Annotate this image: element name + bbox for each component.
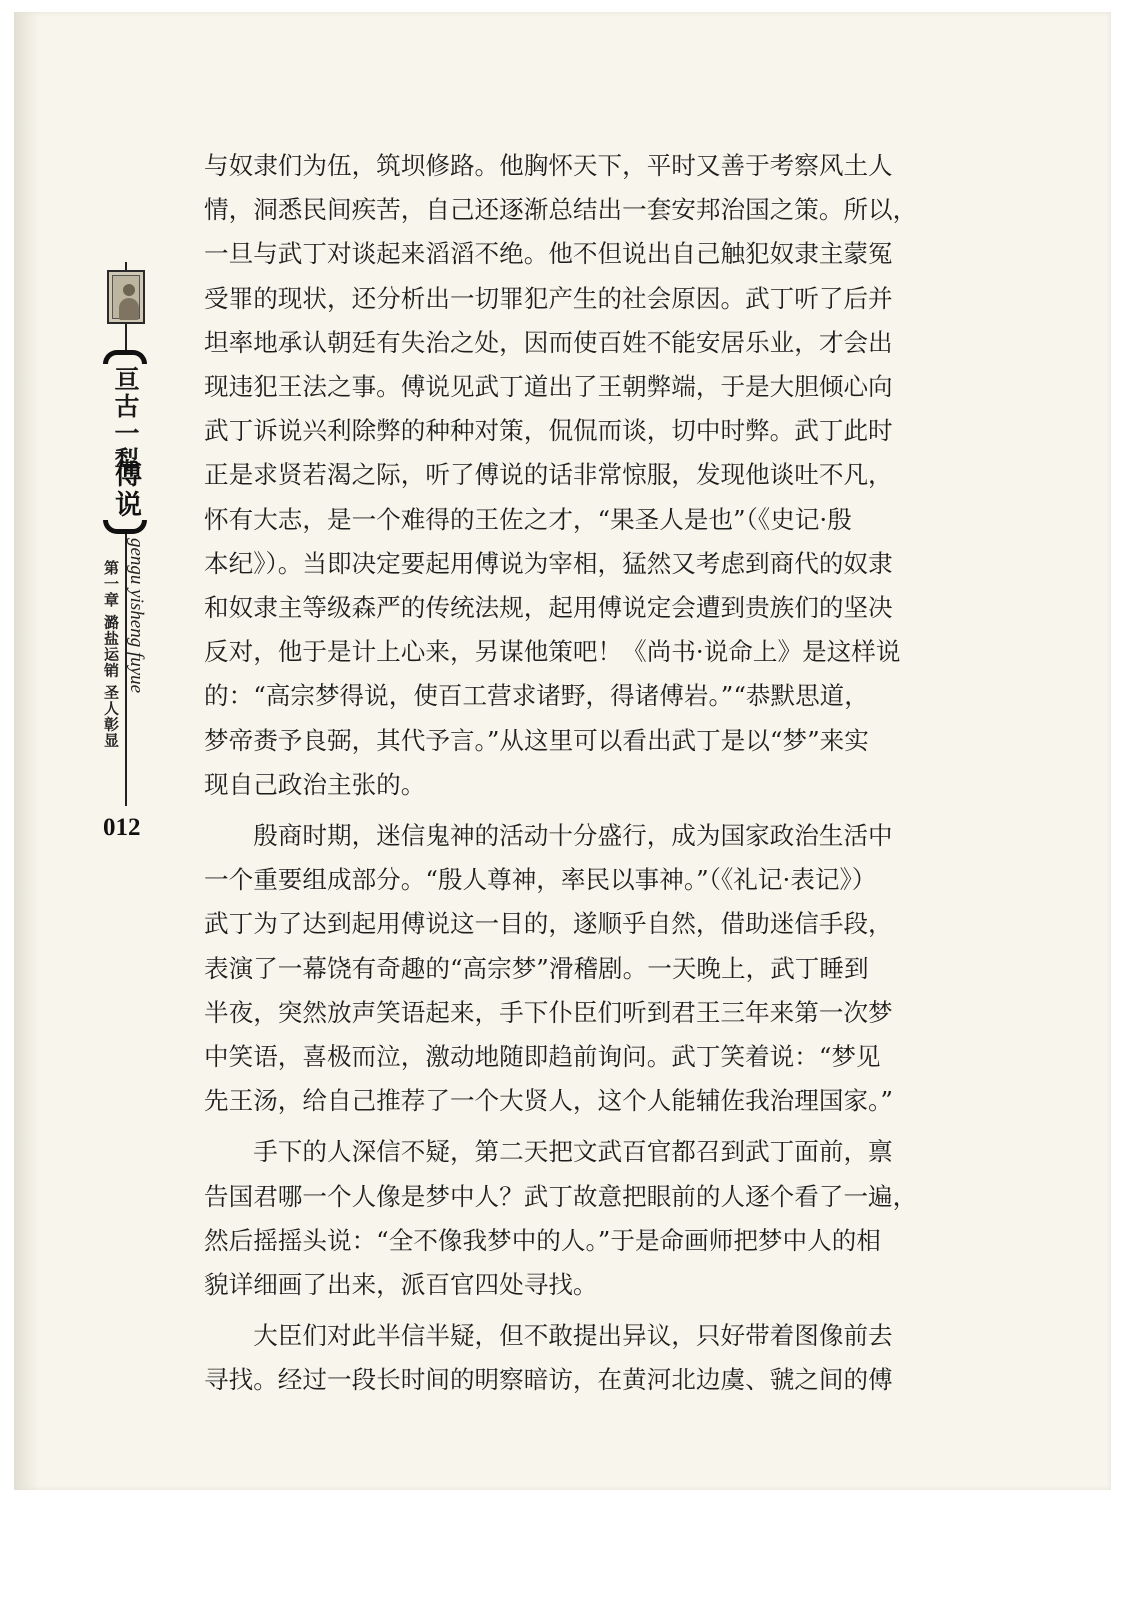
text-line: 手下的人深信不疑，第二天把文武百官都召到武丁面前，禀 bbox=[204, 1137, 893, 1167]
spine-shadow bbox=[14, 12, 40, 1490]
text-line: 然后摇摇头说：“全不像我梦中的人。”于是命画师把梦中人的相 bbox=[204, 1225, 881, 1255]
paragraph-gap bbox=[204, 1307, 944, 1314]
text-line: 中笑语，喜极而泣，激动地随即趋前询问。武丁笑着说：“梦见 bbox=[204, 1042, 881, 1072]
text-line: 告国君哪一个人像是梦中人？武丁故意把眼前的人逐个看了一遍， bbox=[204, 1181, 918, 1211]
paragraph bbox=[204, 144, 944, 807]
text-line: 正是求贤若渴之际，听了傅说的话非常惊服，发现他谈吐不凡， bbox=[204, 460, 893, 490]
text-line: 武丁诉说兴利除弊的种种对策，侃侃而谈，切中时弊。武丁此时 bbox=[204, 416, 893, 446]
text-line: 现自己政治主张的。 bbox=[204, 769, 426, 799]
series-pinyin: gengu yisheng fuyue bbox=[126, 538, 147, 694]
series-title: 亘古一犁 bbox=[111, 366, 140, 474]
page-number: 012 bbox=[103, 814, 141, 841]
text-line: 寻找。经过一段长时间的明察暗访，在黄河北边虞、虢之间的傅 bbox=[204, 1365, 893, 1395]
paragraph bbox=[204, 1314, 944, 1402]
text-line: 武丁为了达到起用傅说这一目的，遂顺乎自然，借助迷信手段， bbox=[204, 909, 893, 939]
text-line: 反对，他于是计上心来，另谋他策吧！《尚书·说命上》是这样说 bbox=[204, 637, 901, 667]
title-bracket-top bbox=[103, 350, 147, 364]
text-line: 貌详细画了出来，派百官四处寻找。 bbox=[204, 1270, 598, 1300]
paragraph bbox=[204, 814, 944, 1123]
text-line: 的：“高宗梦得说，使百工营求诸野，得诸傅岩。”“恭默思道， bbox=[204, 681, 869, 711]
text-line: 一旦与武丁对谈起来滔滔不绝。他不但说出自己触犯奴隶主蒙冤 bbox=[204, 239, 893, 269]
text-line: 情，洞悉民间疾苦，自己还逐渐总结出一套安邦治国之策。所以， bbox=[204, 195, 918, 225]
portrait-frame bbox=[112, 275, 140, 319]
text-line: 大臣们对此半信半疑，但不敢提出异议，只好带着图像前去 bbox=[204, 1321, 893, 1351]
text-line: 与奴隶们为伍，筑坝修路。他胸怀天下，平时又善于考察风土人 bbox=[204, 151, 893, 180]
paragraph-gap bbox=[204, 807, 944, 814]
author-portrait-image bbox=[107, 270, 145, 324]
portrait-robe bbox=[119, 298, 139, 320]
text-line: 殷商时期，迷信鬼神的活动十分盛行，成为国家政治生活中 bbox=[204, 821, 893, 851]
book-title: 傅说 bbox=[110, 460, 141, 520]
body-text bbox=[204, 144, 944, 1403]
rail-line-top bbox=[125, 262, 127, 270]
text-line: 本纪》）。当即决定要起用傅说为宰相，猛然又考虑到商代的奴隶 bbox=[204, 548, 893, 578]
rail-line-upper bbox=[125, 324, 127, 350]
text-line: 怀有大志，是一个难得的王佐之才，“果圣人是也”（《史记·殷 bbox=[204, 504, 852, 534]
text-line: 一个重要组成部分。“殷人尊神，率民以事神。”（《礼记·表记》） bbox=[204, 865, 877, 895]
paragraph bbox=[204, 1130, 944, 1307]
paragraph-gap bbox=[204, 1123, 944, 1130]
text-line: 受罪的现状，还分析出一切罪犯产生的社会原因。武丁听了后并 bbox=[204, 283, 893, 313]
text-line: 表演了一幕饶有奇趣的“高宗梦”滑稽剧。一天晚上，武丁睡到 bbox=[204, 953, 869, 983]
chapter-title: 第一章 潞盐运销 圣人彰显 bbox=[102, 560, 120, 749]
text-line: 现违犯王法之事。傅说见武丁道出了王朝弊端，于是大胆倾心向 bbox=[204, 372, 893, 402]
text-line: 梦帝赉予良弼，其代予言。”从这里可以看出武丁是以“梦”来实 bbox=[204, 725, 869, 755]
text-line: 先王汤，给自己推荐了一个大贤人，这个人能辅佐我治理国家。” bbox=[204, 1086, 893, 1116]
text-line: 半夜，突然放声笑语起来，手下仆臣们听到君王三年来第一次梦 bbox=[204, 997, 893, 1027]
text-line: 和奴隶主等级森严的传统法规，起用傅说定会遭到贵族们的坚决 bbox=[204, 593, 893, 623]
portrait-head bbox=[123, 284, 135, 296]
text-line: 坦率地承认朝廷有失治之处，因而使百姓不能安居乐业，才会出 bbox=[204, 327, 893, 357]
